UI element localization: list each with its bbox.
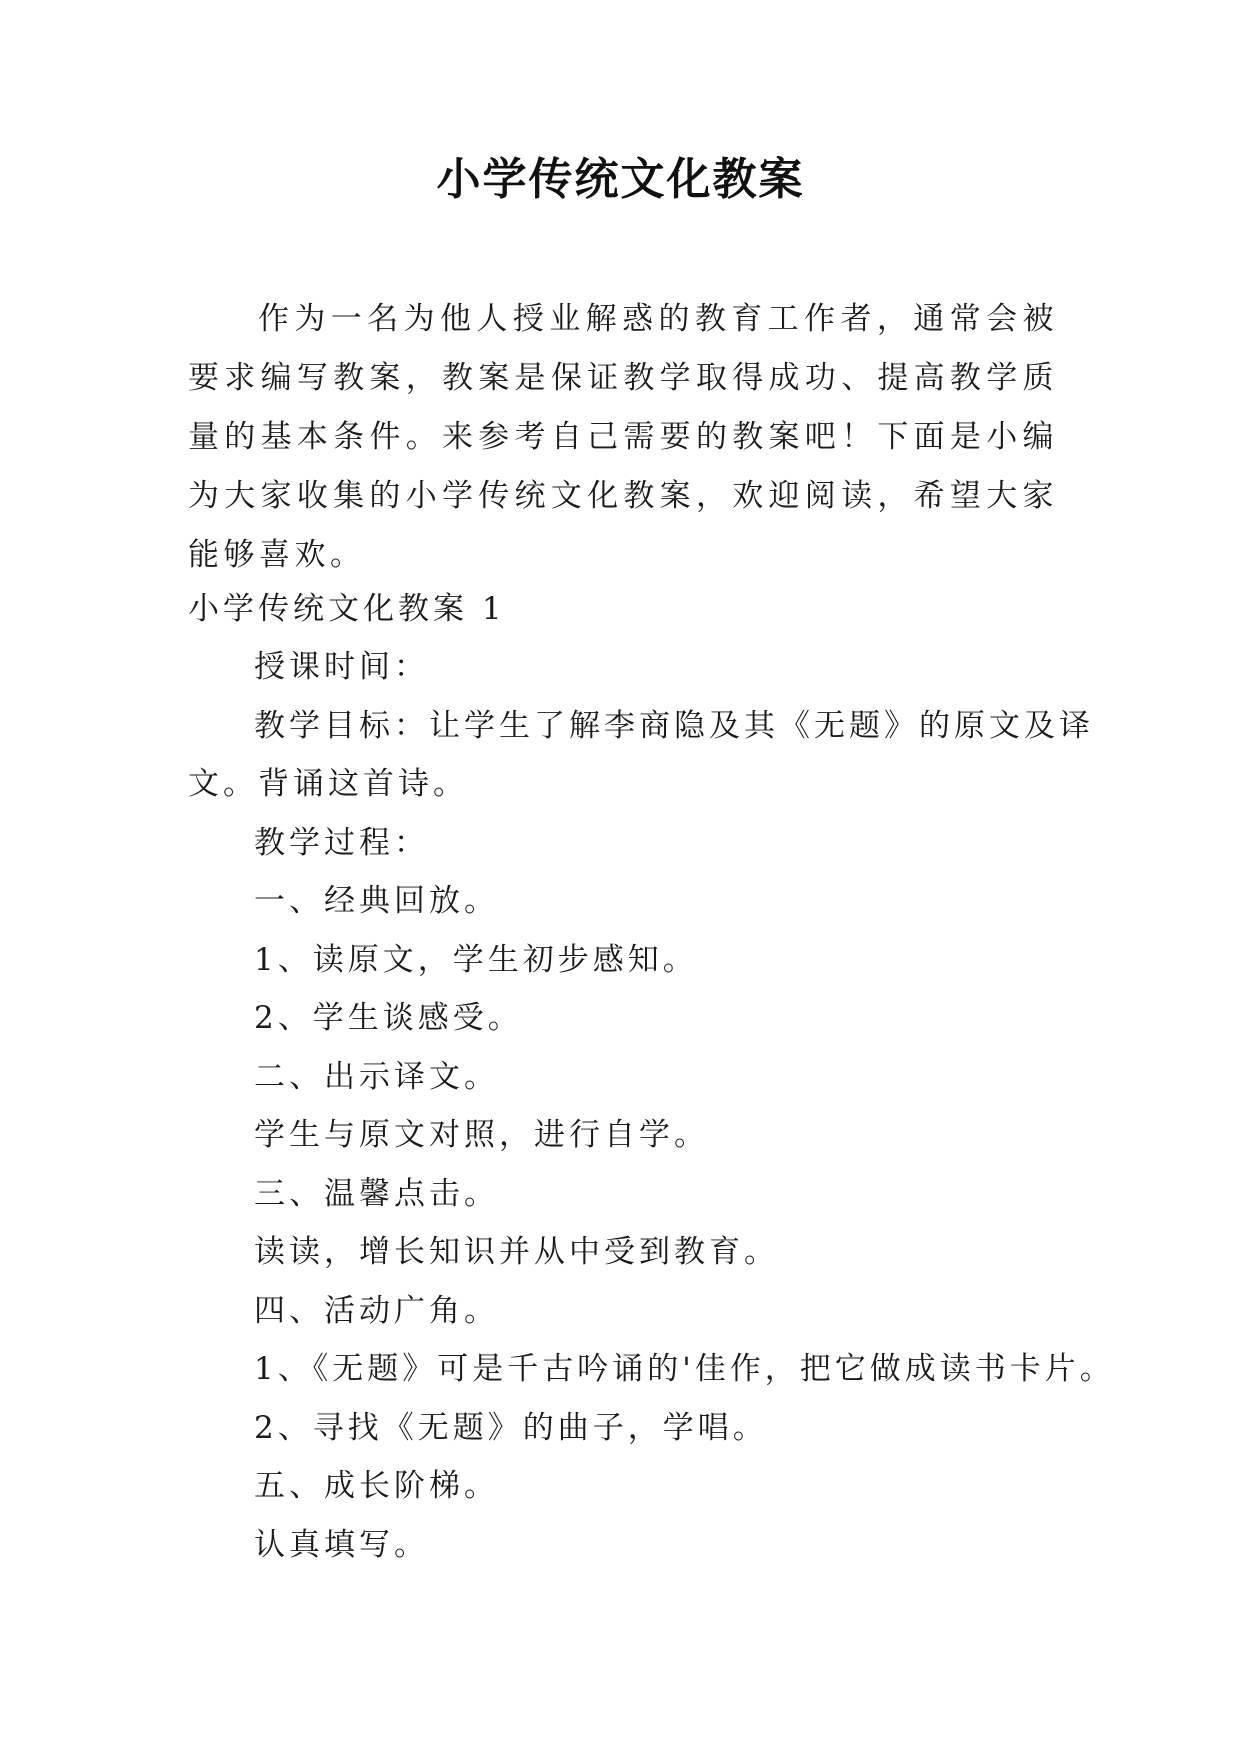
lesson-line-step3: 三、温馨点击。 xyxy=(254,1175,499,1212)
lesson-line-step4-a: 1、《无题》可是千古吟诵的'佳作，把它做成读书卡片。 xyxy=(254,1351,1115,1387)
section-heading: 小学传统文化教案 1 xyxy=(188,591,506,627)
lesson-line-goal: 教学目标：让学生了解李商隐及其《无题》的原文及译 xyxy=(254,707,1094,744)
lesson-line-step2: 二、出示译文。 xyxy=(254,1058,499,1095)
lesson-line-step2-a: 学生与原文对照，进行自学。 xyxy=(254,1117,709,1153)
lesson-line-step1: 一、经典回放。 xyxy=(254,883,499,919)
lesson-line-goal-cont: 文。背诵这首诗。 xyxy=(188,766,468,802)
lesson-line-time: 授课时间： xyxy=(254,649,429,685)
lesson-line-step5-a: 认真填写。 xyxy=(254,1526,429,1563)
lesson-line-step4: 四、活动广角。 xyxy=(254,1292,499,1329)
lesson-line-step1-a: 1、读原文，学生初步感知。 xyxy=(254,941,698,978)
lesson-line-step5: 五、成长阶梯。 xyxy=(254,1468,499,1504)
document-title: 小学传统文化教案 xyxy=(436,154,805,205)
lesson-line-step1-b: 2、学生谈感受。 xyxy=(254,1000,523,1036)
lesson-line-step3-a: 读读，增长知识并从中受到教育。 xyxy=(254,1234,779,1270)
lesson-line-process: 教学过程： xyxy=(254,824,429,861)
lesson-plan-body xyxy=(188,638,1115,1574)
intro-paragraph: 作为一名为他人授业解惑的教育工作者，通常会被要求编写教案，教案是保证教学取得成功、提高教学质量的基本条件。来参考自己需要的教案吧！下面是小编为大家收集的小学传统文化教案，欢迎阅读，希望大家能够喜欢。 xyxy=(188,301,1058,573)
lesson-line-step4-b: 2、寻找《无题》的曲子，学唱。 xyxy=(254,1409,768,1446)
